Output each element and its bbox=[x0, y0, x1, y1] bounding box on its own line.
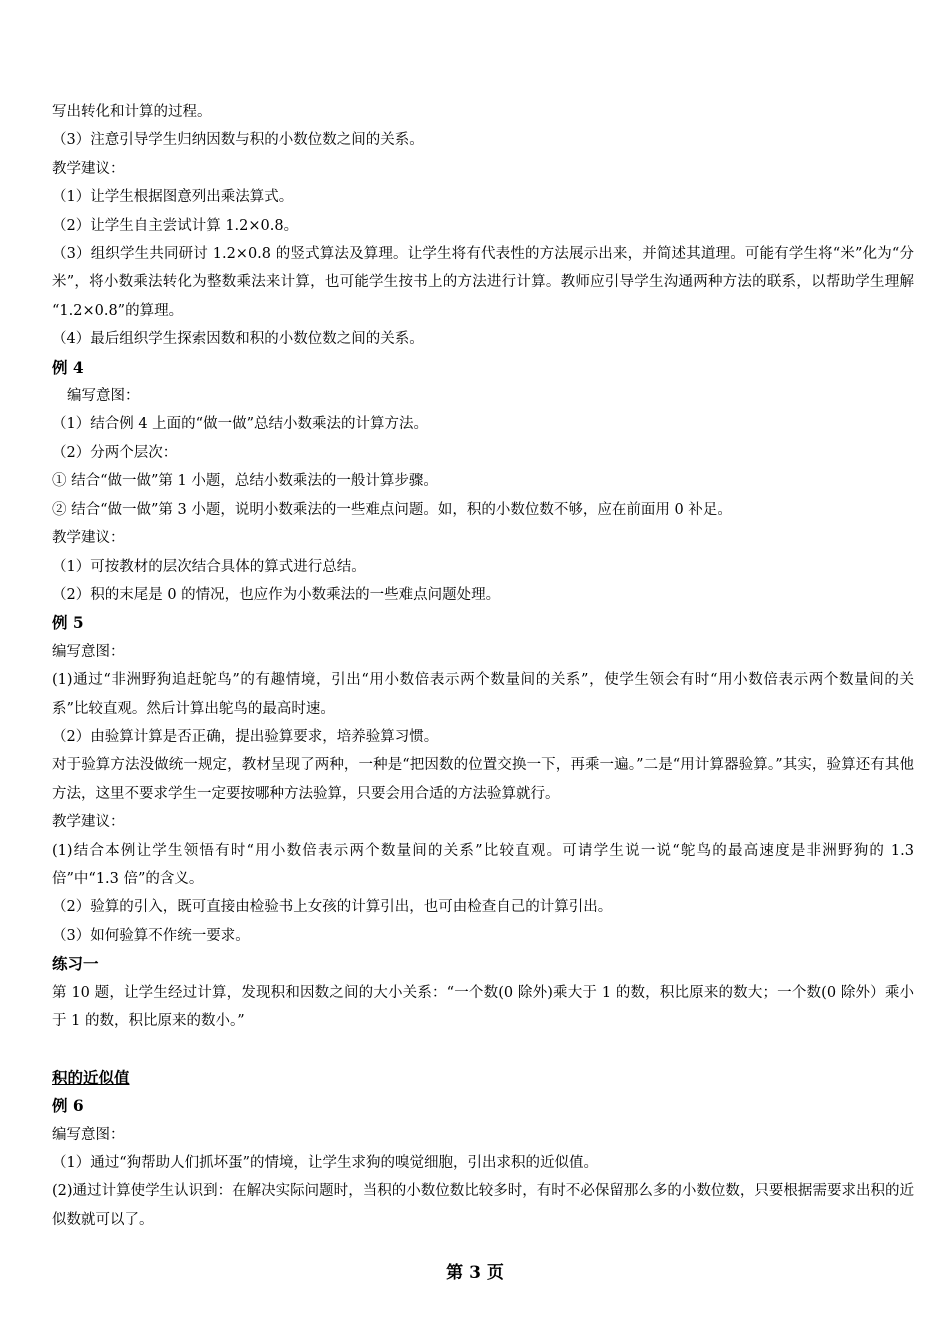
paragraph: ② 结合“做一做”第 3 小题，说明小数乘法的一些难点问题。如，积的小数位数不够，应在前面用 0 补足。 bbox=[52, 501, 732, 518]
paragraph: （3）如何验算不作统一要求。 bbox=[52, 927, 250, 944]
paragraph: （2）让学生自主尝试计算 1.2×0.8。 bbox=[52, 217, 299, 234]
section-heading: 练习一 bbox=[52, 954, 99, 974]
paragraph: （2）积的末尾是 0 的情况，也应作为小数乘法的一些难点问题处理。 bbox=[52, 586, 501, 603]
section-heading: 例 5 bbox=[52, 613, 84, 633]
paragraph: 教学建议： bbox=[52, 814, 125, 831]
paragraph: 第 10 题，让学生经过计算，发现积和因数之间的大小关系：“一个数(0 除外)乘大于 1 的数，积比原来的数大；一个数(0 除外）乘小于 1 的数，积比原来的数小。” bbox=[52, 984, 914, 1029]
paragraph: （3）组织学生共同研讨 1.2×0.8 的竖式算法及算理。让学生将有代表性的方法展示出来，并简述其道理。可能有学生将“米”化为“分米”，将小数乘法转化为整数乘法来计算，也可能学生按书上的方法进行计算。教师应引导学生沟通两种方法的联系，以帮助学生理解 “1.2×0.8”的算理。 bbox=[52, 246, 919, 319]
paragraph: （2）分两个层次： bbox=[52, 444, 178, 461]
page-number: 第 3 页 bbox=[446, 1263, 504, 1283]
paragraph: 写出转化和计算的过程。 bbox=[52, 104, 212, 120]
paragraph: (2)通过计算使学生认识到：在解决实际问题时，当积的小数位数比较多时，有时不必保留那么多的小数位数，只要根据需要求出积的近似数就可以了。 bbox=[52, 1183, 914, 1228]
blank-line bbox=[52, 1035, 914, 1063]
paragraph: 编写意图： bbox=[52, 1126, 125, 1143]
section-heading: 例 6 bbox=[52, 1096, 84, 1116]
paragraph: ① 结合“做一做”第 1 小题，总结小数乘法的一般计算步骤。 bbox=[52, 473, 438, 490]
paragraph: （2）由验算计算是否正确，提出验算要求，培养验算习惯。 bbox=[52, 728, 439, 745]
paragraph: （1）结合例 4 上面的“做一做”总结小数乘法的计算方法。 bbox=[52, 416, 428, 433]
paragraph: （2）验算的引入，既可直接由检验书上女孩的计算引出，也可由检查自己的计算引出。 bbox=[52, 899, 613, 916]
section-heading: 例 4 bbox=[52, 357, 84, 377]
section-title: 积的近似值 bbox=[52, 1067, 130, 1087]
document-body bbox=[52, 98, 919, 1234]
paragraph: （4）最后组织学生探索因数和积的小数位数之间的关系。 bbox=[52, 331, 424, 348]
paragraph: (1)通过“非洲野狗追赶鸵鸟”的有趣情境，引出“用小数倍表示两个数量间的关系”，使学生领会有时“用小数倍表示两个数量间的关系”比较直观。然后计算出鸵鸟的最高时速。 bbox=[52, 672, 914, 717]
paragraph: 教学建议： bbox=[52, 530, 125, 547]
paragraph: （3）注意引导学生归纳因数与积的小数位数之间的关系。 bbox=[52, 132, 424, 149]
paragraph: 对于验算方法没做统一规定，教材呈现了两种，一种是“把因数的位置交换一下，再乘一遍。”二是“用计算器验算。”其实，验算还有其他方法，这里不要求学生一定要按哪种方法验算，只要会用合适的方法验算就行。 bbox=[52, 757, 914, 802]
paragraph: 教学建议： bbox=[52, 160, 125, 177]
paragraph: 编写意图： bbox=[67, 388, 140, 405]
paragraph: （1）让学生根据图意列出乘法算式。 bbox=[52, 189, 294, 206]
paragraph: 编写意图： bbox=[52, 643, 125, 660]
paragraph: （1）通过“狗帮助人们抓坏蛋”的情境，让学生求狗的嗅觉细胞，引出求积的近似值。 bbox=[52, 1155, 599, 1172]
paragraph: (1)结合本例让学生领悟有时“用小数倍表示两个数量间的关系”比较直观。可请学生说一说“鸵鸟的最高速度是非洲野狗的 1.3 倍”中“1.3 倍”的含义。 bbox=[52, 842, 919, 887]
paragraph: （1）可按教材的层次结合具体的算式进行总结。 bbox=[52, 558, 366, 575]
